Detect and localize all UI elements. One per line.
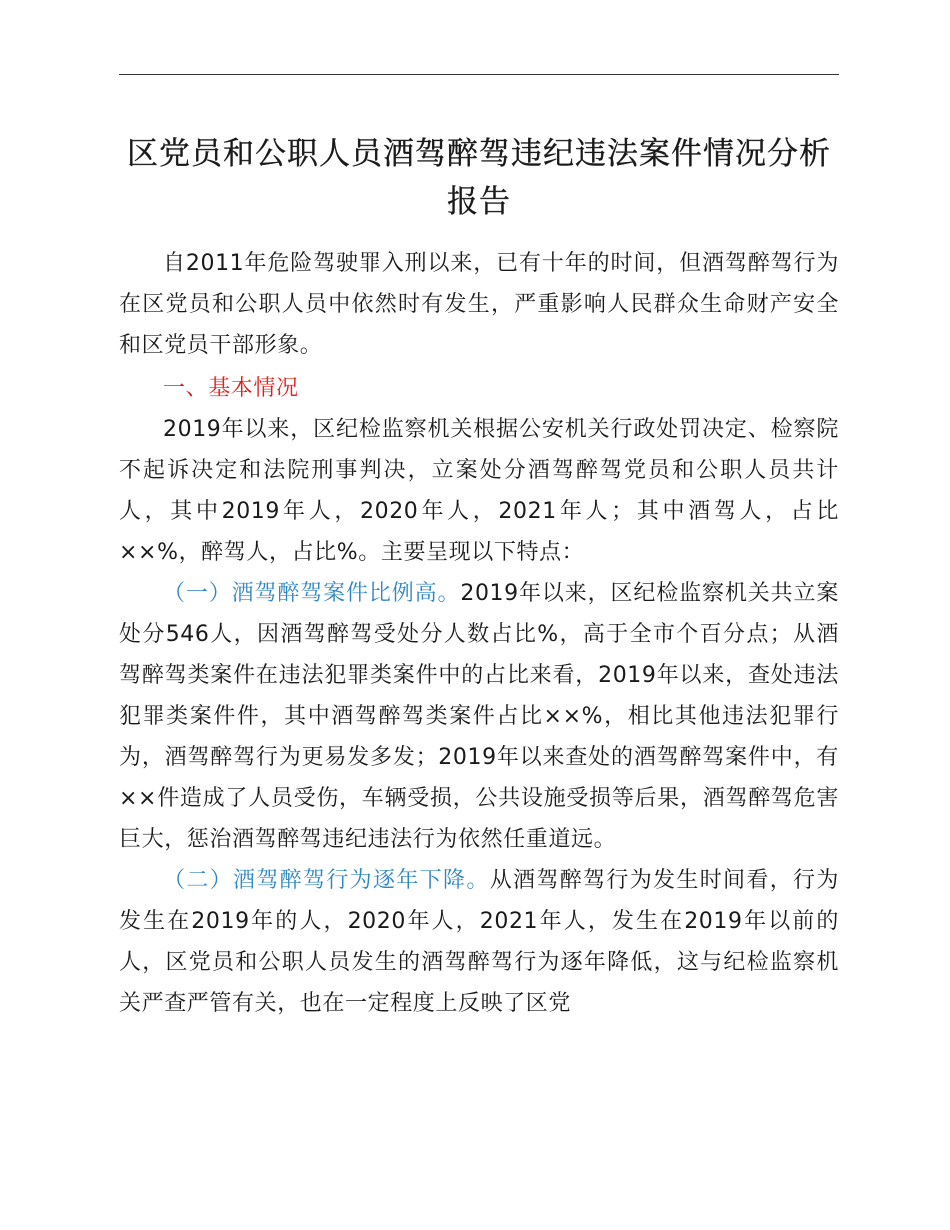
point1-heading: （一）酒驾醉驾案件比例高。 (163, 581, 461, 606)
document-page (119, 130, 839, 1024)
intro-paragraph: 自2011年危险驾驶罪入刑以来，已有十年的时间，但酒驾醉驾行为在区党员和公职人员中依然时有发生，严重影响人民群众生命财产安全和区党员干部形象。 (119, 251, 839, 358)
point2-heading: （二）酒驾醉驾行为逐年下降。 (163, 868, 490, 893)
point2-body: 从酒驾醉驾行为发生时间看，行为发生在2019年的人，2020年人，2021年人，发生在2019年以前的人，区党员和公职人员发生的酒驾醉驾行为逐年降低，这与纪检监察机关严查严管有关，也在一定程度上反映了区党 (119, 868, 839, 1016)
point1-paragraph (119, 573, 839, 860)
header-rule (119, 74, 839, 75)
section1-paragraph: 2019年以来，区纪检监察机关根据公安机关行政处罚决定、检察院不起诉决定和法院刑事判决，立案处分酒驾醉驾党员和公职人员共计人，其中2019年人，2020年人，2021年人；其中酒驾人，占比××%，醉驾人，占比%。主要呈现以下特点： (119, 417, 839, 565)
point2-paragraph (119, 860, 839, 1024)
document-title: 区党员和公职人员酒驾醉驾违纪违法案件情况分析报告 (127, 136, 831, 220)
point1-body: 2019年以来，区纪检监察机关共立案处分546人，因酒驾醉驾受处分人数占比%，高于全市个百分点；从酒驾醉驾类案件在违法犯罪类案件中的占比来看，2019年以来，查处违法犯罪类案件件，其中酒驾醉驾类案件占比××%，相比其他违法犯罪行为，酒驾醉驾行为更易发多发；2019年以来查处的酒驾醉驾案件中，有××件造成了人员受伤，车辆受损，公共设施受损等后果，酒驾醉驾危害巨大，惩治酒驾醉驾违纪违法行为依然任重道远。 (119, 581, 839, 852)
section-heading-basic-situation: 一、基本情况 (163, 376, 299, 401)
